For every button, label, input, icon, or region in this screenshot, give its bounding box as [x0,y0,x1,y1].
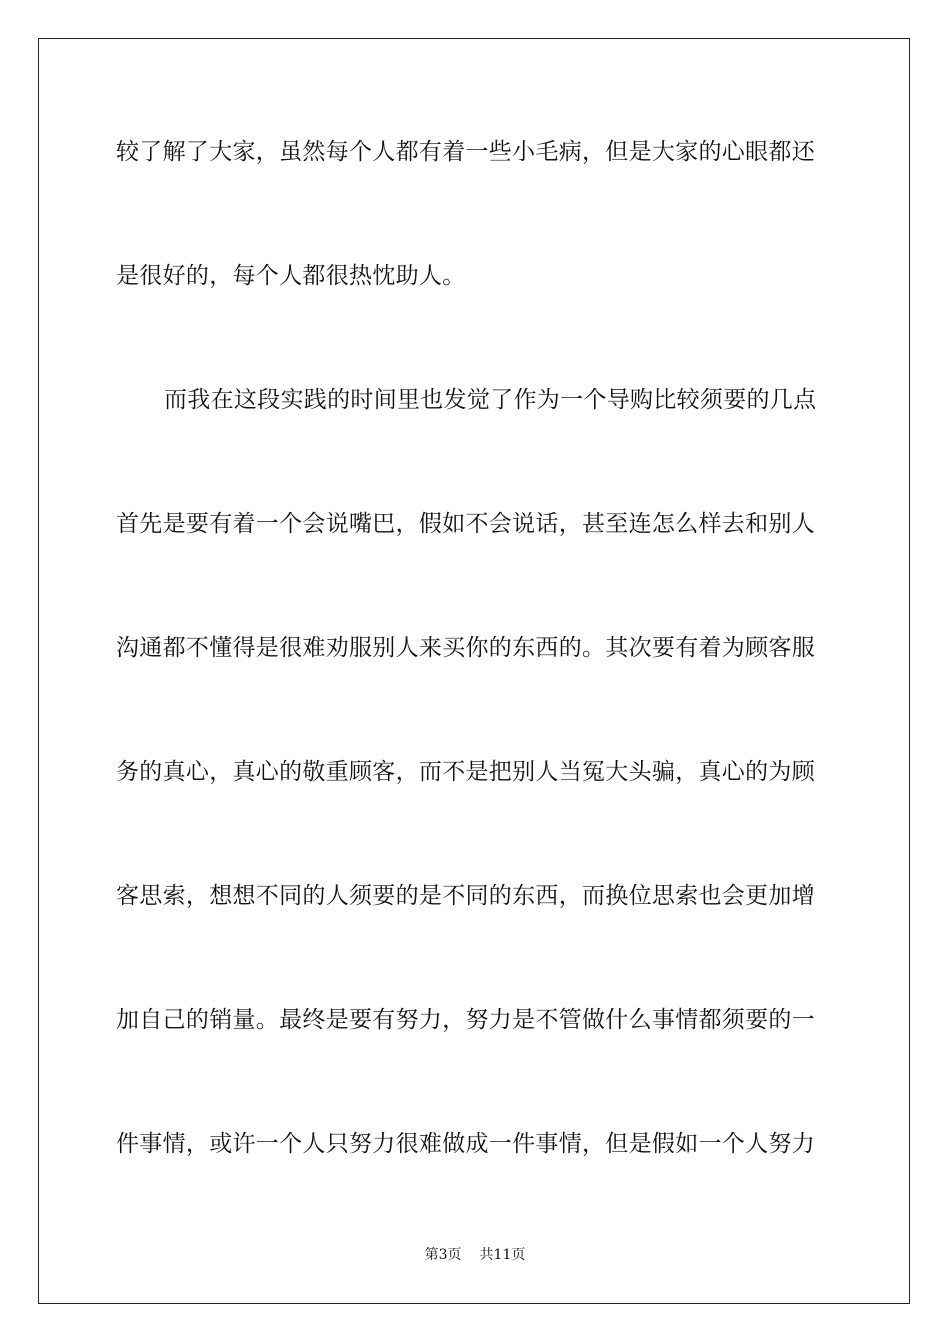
paragraph-first-line: 而我在这段实践的时间里也发觉了作为一个导购比较须要的几点 [164,387,817,413]
page-total: 共11页 [479,1247,526,1263]
body-text-line: 是很好的，每个人都很热忱助人。 [116,263,466,289]
body-text-line: 首先是要有着一个会说嘴巴，假如不会说话，甚至连怎么样去和别人 [116,511,815,537]
page-border [38,38,910,1304]
body-text-line: 务的真心，真心的敬重顾客，而不是把别人当冤大头骗，真心的为顾 [116,759,815,785]
body-text-line: 较了解了大家，虽然每个人都有着一些小毛病，但是大家的心眼都还 [116,139,815,165]
page-number: 第3页 [424,1247,462,1263]
body-text-line: 件事情，或许一个人只努力很难做成一件事情，但是假如一个人努力 [116,1131,815,1157]
body-text-line: 加自己的销量。最终是要有努力，努力是不管做什么事情都须要的一 [116,1007,815,1033]
page-footer [0,1246,950,1264]
body-text-line: 沟通都不懂得是很难劝服别人来买你的东西的。其次要有着为顾客服 [116,635,815,661]
body-text-line: 客思索，想想不同的人须要的是不同的东西，而换位思索也会更加增 [116,883,815,909]
